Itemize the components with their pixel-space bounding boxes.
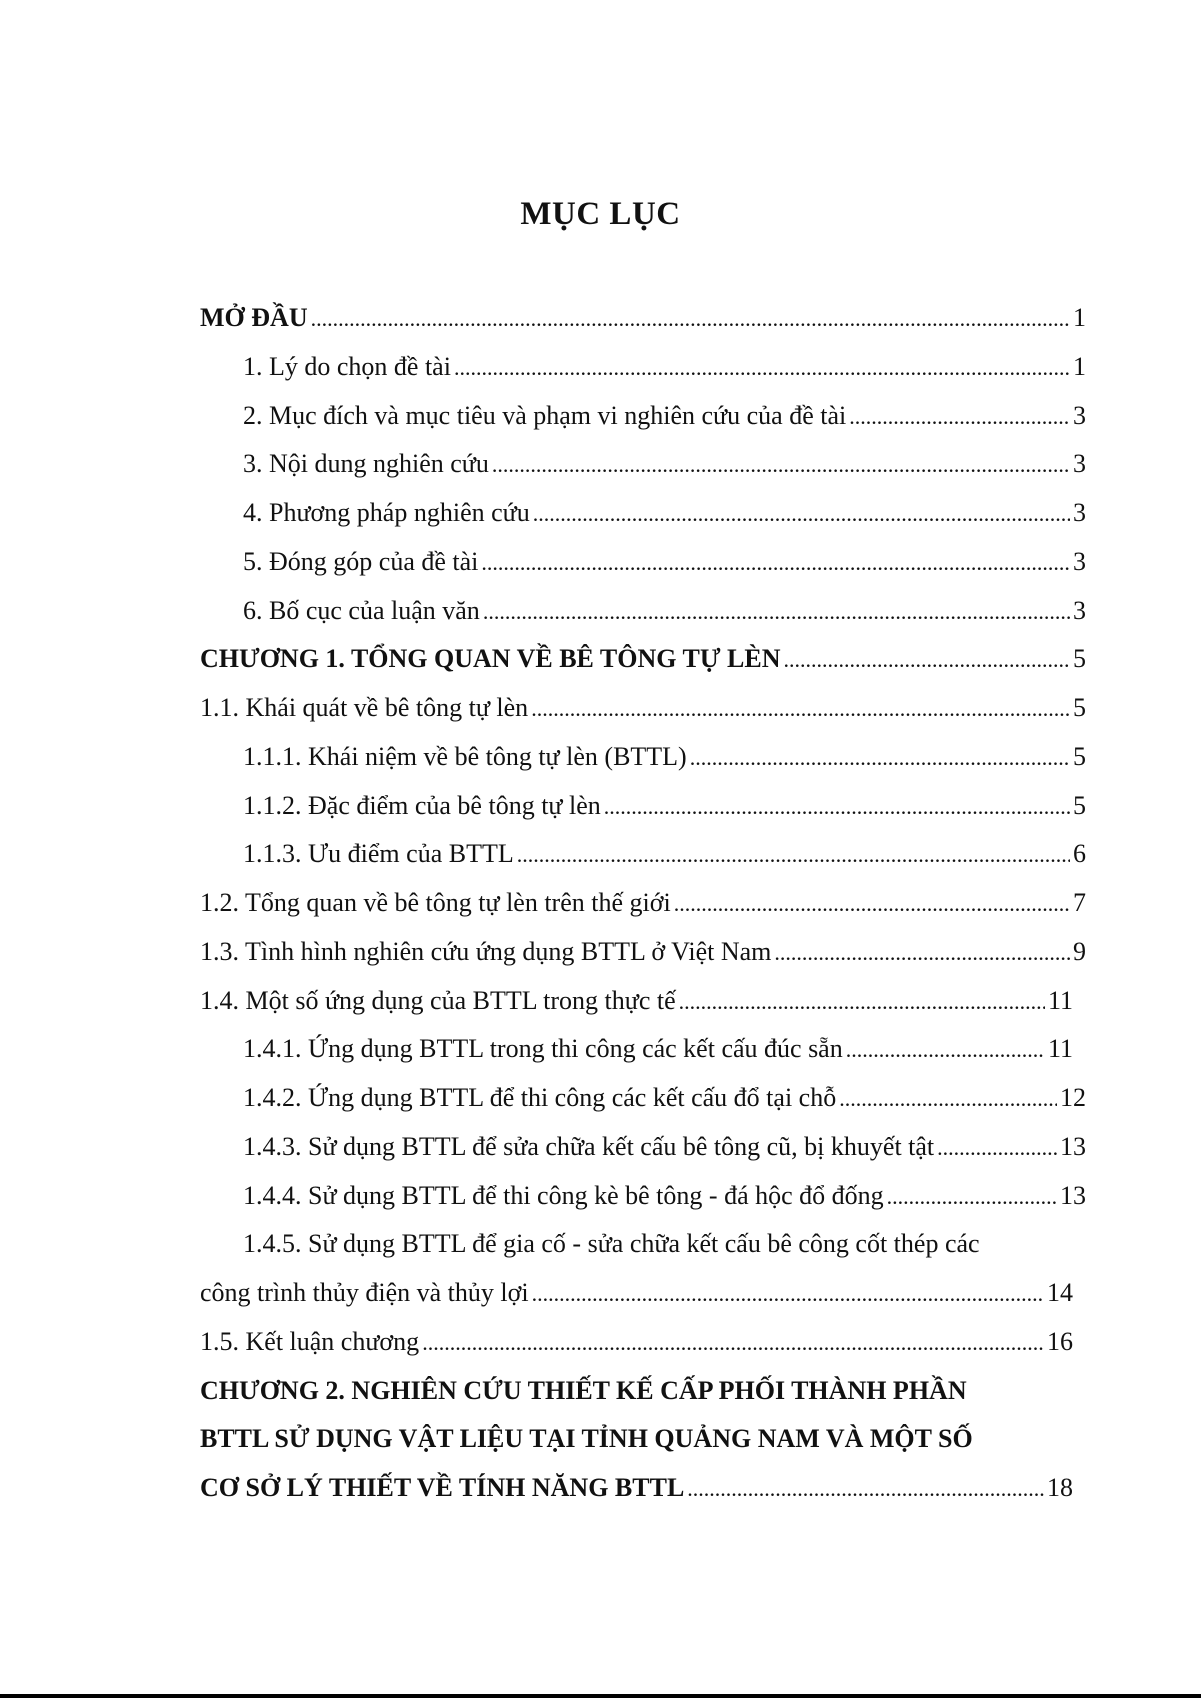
dot-leader: [687, 1469, 1044, 1509]
toc-entry[interactable]: [200, 1078, 1086, 1127]
toc-entry-label: 4. Phương pháp nghiên cứu: [243, 498, 530, 527]
toc-entry[interactable]: [200, 883, 1086, 932]
toc-entry-page: 1: [1073, 351, 1086, 381]
toc-entry[interactable]: [200, 932, 1086, 981]
page-title: MỤC LỤC: [520, 196, 681, 232]
toc-entry[interactable]: [200, 493, 1086, 542]
toc-entry-label: 1.3. Tình hình nghiên cứu ứng dụng BTTL ở Việt Nam: [200, 936, 772, 966]
toc-entry[interactable]: [200, 1176, 1086, 1225]
dot-leader: [454, 348, 1070, 388]
dot-leader: [311, 299, 1070, 339]
toc-entry[interactable]: [200, 542, 1086, 591]
toc-entry-page: 11: [1047, 985, 1073, 1015]
toc-entry-label-line2: BTTL SỬ DỤNG VẬT LIỆU TẠI TỈNH QUẢNG NAM VÀ MỘT SỐ: [200, 1424, 973, 1454]
dot-leader: [517, 835, 1070, 875]
toc-entry[interactable]: [200, 688, 1086, 737]
dot-leader: [422, 1323, 1044, 1363]
toc-entry-label: 1.4.2. Ứng dụng BTTL để thi công các kết cấu đổ tại chỗ: [243, 1083, 837, 1112]
toc-entry-label: 5. Đóng góp của đề tài: [243, 546, 479, 576]
toc-entry-page: 1: [1073, 303, 1086, 332]
toc-entry-page: 5: [1073, 790, 1086, 820]
dot-leader: [679, 982, 1045, 1022]
toc-entry-page: 3: [1073, 449, 1086, 479]
toc-entry[interactable]: [200, 834, 1086, 883]
dot-leader: [492, 445, 1070, 485]
toc-entry-label: 1.1. Khái quát về bê tông tự lèn: [200, 693, 529, 722]
toc-entry-label-continued: công trình thủy điện và thủy lợi: [200, 1278, 529, 1307]
toc-entry-page: 13: [1060, 1180, 1086, 1210]
toc-entry-page: 6: [1073, 839, 1086, 869]
toc-entry[interactable]: [200, 1029, 1086, 1078]
toc-entry-page: 3: [1073, 546, 1086, 576]
toc-entry-line3[interactable]: [200, 1468, 1086, 1517]
dot-leader: [532, 1274, 1044, 1314]
toc-entry-page: 18: [1047, 1473, 1073, 1502]
toc-entry-label: 1.2. Tổng quan về bê tông tự lèn trên thế giới: [200, 888, 671, 917]
toc-entry-line1[interactable]: [200, 1371, 1086, 1420]
dot-leader: [839, 1079, 1057, 1119]
dot-leader: [690, 738, 1070, 778]
toc-entry-label: CHƯƠNG 2. NGHIÊN CỨU THIẾT KẾ CẤP PHỐI THÀNH PHẦN: [200, 1375, 967, 1405]
dot-leader: [483, 592, 1070, 632]
toc-entry-page: 9: [1073, 936, 1086, 966]
toc-entry-label: 1.1.1. Khái niệm về bê tông tự lèn (BTTL): [243, 741, 687, 771]
toc-entry-line2[interactable]: [200, 1419, 1086, 1468]
toc-entry-page: 11: [1047, 1034, 1073, 1064]
dot-leader: [784, 640, 1070, 680]
toc-entry[interactable]: [200, 639, 1086, 688]
dot-leader: [481, 543, 1070, 583]
dot-leader: [533, 494, 1070, 534]
toc-entry-label: 1.4.1. Ứng dụng BTTL trong thi công các kết cấu đúc sẵn: [243, 1034, 843, 1064]
toc-entry-label-line3: CƠ SỞ LÝ THIẾT VỀ TÍNH NĂNG BTTL: [200, 1473, 685, 1502]
toc-entry-page: 12: [1060, 1083, 1086, 1112]
toc-entry-label: 1.4.4. Sử dụng BTTL để thi công kè bê tông - đá hộc đổ đống: [243, 1180, 884, 1210]
table-of-contents: [200, 298, 1086, 1517]
toc-entry[interactable]: [200, 981, 1086, 1030]
toc-entry[interactable]: [200, 444, 1086, 493]
toc-entry-page: 14: [1047, 1278, 1073, 1307]
dot-leader: [937, 1128, 1057, 1168]
toc-entry[interactable]: [200, 737, 1086, 786]
toc-entry-label: 1.1.2. Đặc điểm của bê tông tự lèn: [243, 790, 601, 820]
dot-leader: [887, 1177, 1057, 1217]
toc-entry-page: 5: [1073, 644, 1086, 674]
dot-leader: [849, 397, 1070, 437]
toc-entry-label: 1.5. Kết luận chương: [200, 1326, 420, 1356]
page-bottom-edge: [0, 1694, 1201, 1698]
toc-entry-label: 2. Mục đích và mục tiêu và phạm vi nghiên cứu của đề tài: [243, 400, 847, 430]
toc-entry-page: 16: [1047, 1326, 1073, 1356]
toc-entry-label: 3. Nội dung nghiên cứu: [243, 449, 489, 479]
toc-entry-label: 1.4.3. Sử dụng BTTL để sửa chữa kết cấu bê tông cũ, bị khuyết tật: [243, 1131, 935, 1161]
toc-entry-label: CHƯƠNG 1. TỔNG QUAN VỀ BÊ TÔNG TỰ LÈN: [200, 644, 781, 674]
toc-entry-page: 5: [1073, 741, 1086, 771]
toc-entry[interactable]: [200, 786, 1086, 835]
dot-leader: [531, 689, 1070, 729]
toc-entry[interactable]: [200, 396, 1086, 445]
toc-entry-label: 1. Lý do chọn đề tài: [243, 351, 451, 381]
toc-entry-line2[interactable]: [200, 1273, 1086, 1322]
toc-entry-label: 1.4. Một số ứng dụng của BTTL trong thực tế: [200, 985, 676, 1015]
toc-entry-label: 6. Bố cục của luận văn: [243, 595, 480, 625]
toc-entry-page: 3: [1073, 498, 1086, 527]
toc-entry-label: 1.1.3. Ưu điểm của BTTL: [243, 839, 514, 869]
toc-entry-page: 3: [1073, 400, 1086, 430]
toc-entry[interactable]: [200, 298, 1086, 347]
toc-entry-page: 7: [1073, 888, 1086, 917]
toc-entry-label: 1.4.5. Sử dụng BTTL để gia cố - sửa chữa kết cấu bê công cốt thép các: [243, 1229, 980, 1259]
toc-entry-line1[interactable]: [200, 1224, 1086, 1273]
toc-entry[interactable]: [200, 591, 1086, 640]
dot-leader: [846, 1030, 1045, 1070]
dot-leader: [674, 884, 1070, 924]
toc-entry-page: 5: [1073, 693, 1086, 722]
toc-entry[interactable]: [200, 347, 1086, 396]
toc-entry[interactable]: [200, 1127, 1086, 1176]
toc-entry-page: 3: [1073, 595, 1086, 625]
toc-entry[interactable]: [200, 1322, 1086, 1371]
toc-entry-page: 13: [1060, 1131, 1086, 1161]
dot-leader: [604, 787, 1070, 827]
toc-entry-label: MỞ ĐẦU: [200, 303, 308, 332]
dot-leader: [774, 933, 1070, 973]
